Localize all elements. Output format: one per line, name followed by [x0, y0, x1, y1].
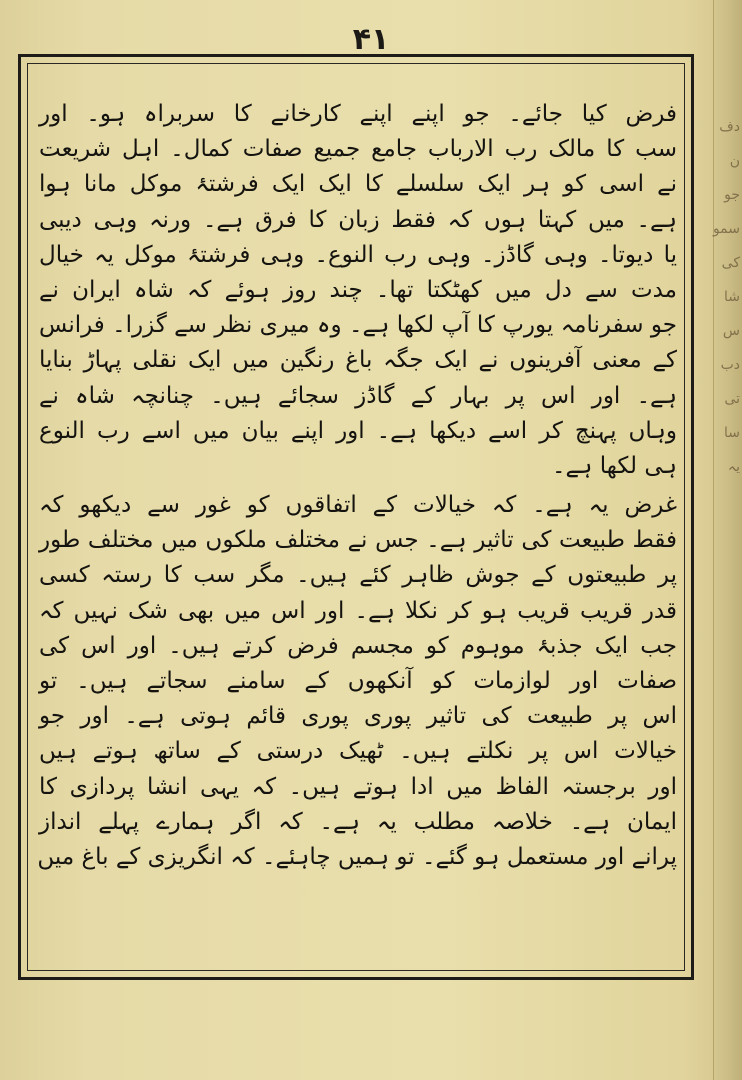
text-line: کے معنی آفرینوں نے ایک جگہ باغ رنگین میں ایک نقلی پہاڑ بنایا [39, 347, 677, 374]
page-border-outer [18, 54, 694, 980]
text-line: اور برجستہ الفاظ میں ادا ہوتے ہیں۔ کہ یہی انشا پردازی کا [39, 773, 677, 800]
text-line: جو سفرنامہ یورپ کا آپ لکھا ہے۔ وہ میری نظر سے گزرا۔ فرانس [39, 312, 677, 339]
text-line: فرض کیا جائے۔ جو اپنے اپنے کارخانے کا سربراہ ہو۔ اور [39, 101, 677, 127]
text-line: مدت سے دل میں کھٹکتا تھا۔ چند روز ہوئے کہ شاہ ایران نے [39, 276, 677, 303]
text-line: جب ایک جذبۂ موہوم کو مجسم فرض کرتے ہیں۔ اور اس کی [39, 632, 677, 659]
text-line: ہے۔ اور اس پر بہار کے گاڈز سجائے ہیں۔ چنانچہ شاہ نے [39, 382, 677, 409]
text-line: اس پر طبیعت کی تاثیر پوری پوری قائم ہوتی ہے۔ اور جو [39, 703, 677, 730]
text-line: سب کا مالک رب الارباب جامع جمیع صفات کمال۔ اہل شریعت [39, 136, 677, 163]
text-line: یا دیوتا۔ وہی گاڈز۔ وہی رب النوع۔ وہی فرشتۂ موکل یہ خیال [39, 241, 677, 268]
body-text [39, 97, 677, 875]
text-line: نے اسی کو ہر ایک سلسلے کا ایک ایک فرشتۂ موکل مانا ہوا [39, 171, 677, 198]
text-line: قدر قریب قریب ہو کر نکلا ہے۔ اور اس میں بھی شک نہیں کہ [39, 597, 677, 624]
text-line: پر طبیعتوں کے جوش ظاہر کئے ہیں۔ مگر سب کا رستہ کسی [39, 562, 677, 589]
adjacent-page-text: دف ن جو سمو کی شا س دب تی سا یہ [712, 119, 740, 475]
text-line: ایمان ہے۔ خلاصہ مطلب یہ ہے۔ کہ اگر ہمارے پہلے انداز [39, 808, 677, 835]
paragraph-1 [39, 97, 677, 484]
paragraph-2 [39, 488, 677, 875]
page-number: ۴۱ [352, 22, 390, 57]
text-line: خیالات اس پر نکلتے ہیں۔ ٹھیک درستی کے ساتھ ہوتے ہیں [39, 738, 677, 765]
text-line: پرانے اور مستعمل ہو گئے۔ تو ہمیں چاہئے۔ کہ انگریزی کے باغ میں [37, 843, 677, 870]
text-line: ہی لکھا ہے۔ [551, 452, 677, 479]
text-line: ہے۔ میں کہتا ہوں کہ فقط زبان کا فرق ہے۔ ورنہ وہی دیبی [39, 206, 677, 233]
adjacent-page-edge [713, 0, 742, 1080]
text-line: غرض یہ ہے۔ کہ خیالات کے اتفاقوں کو غور سے دیکھو کہ [39, 492, 677, 519]
text-line: وہاں پہنچ کر اسے دیکھا ہے۔ اور اپنے بیان میں اسے رب النوع [39, 417, 677, 444]
text-line: صفات اور لوازمات کو آنکھوں کے سامنے سجاتے ہیں۔ تو [39, 668, 677, 694]
text-line: فقط طبیعت کی تاثیر ہے۔ جس نے مختلف ملکوں میں مختلف طور [39, 527, 677, 554]
